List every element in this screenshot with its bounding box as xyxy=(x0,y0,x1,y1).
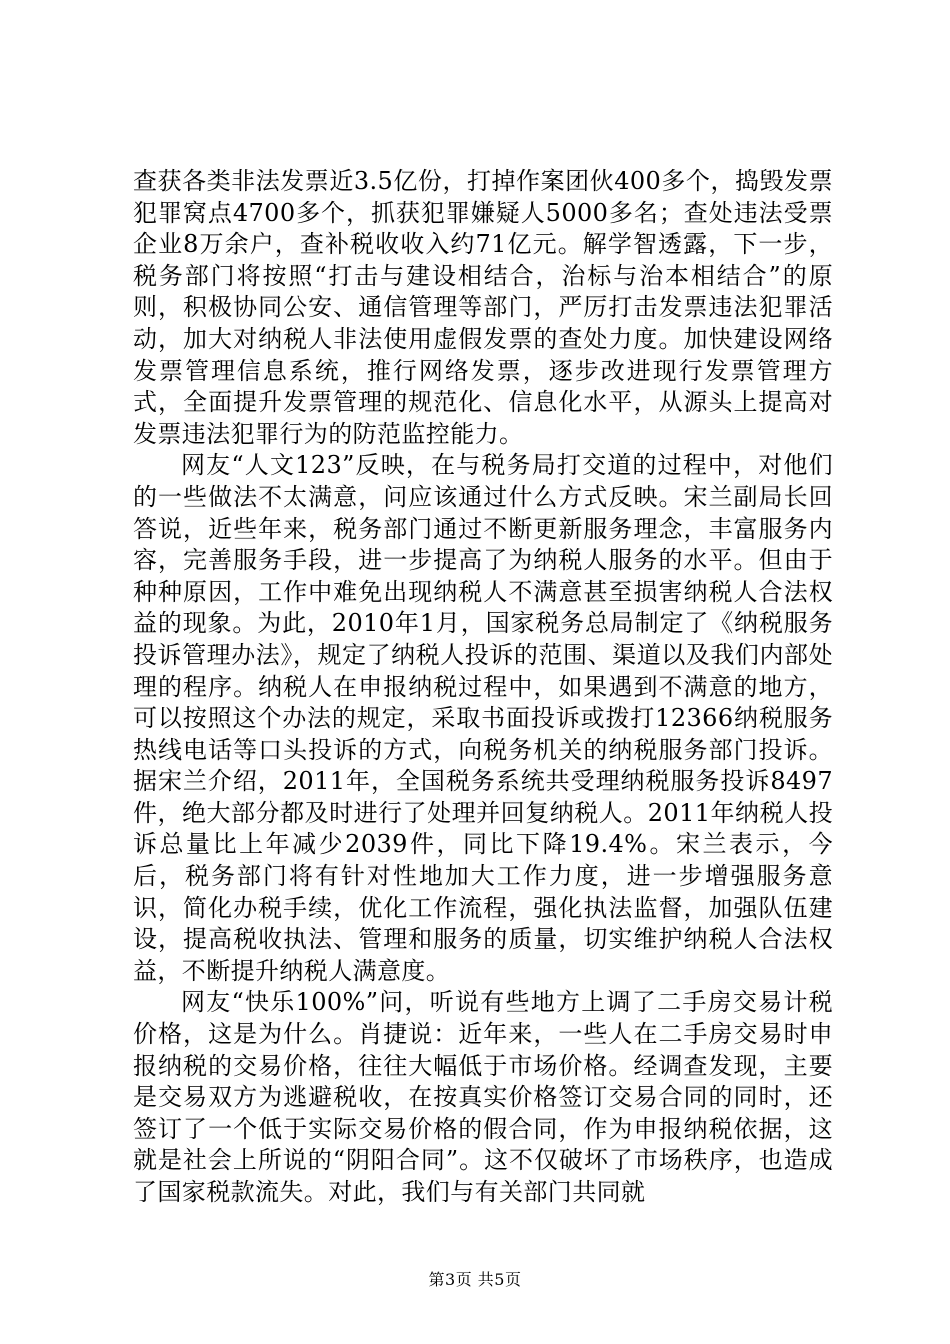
paragraph-2: 网友“人文123”反映，在与税务局打交道的过程中，对他们的一些做法不太满意，问应该通过什么方式反映。宋兰副局长回答说，近些年来，税务部门通过不断更新服务理念，丰富服务内容，完善服务手段，进一步提高了为纳税人服务的水平。但由于种种原因，工作中难免出现纳税人不满意甚至损害纳税人合法权益的现象。为此，2010年1月，国家税务总局制定了《纳税服务投诉管理办法》，规定了纳税人投诉的范围、渠道以及我们内部处理的程序。纳税人在申报纳税过程中，如果遇到不满意的地方，可以按照这个办法的规定，采取书面投诉或拨打12366纳税服务热线电话等口头投诉的方式，向税务机关的纳税服务部门投诉。据宋兰介绍，2011年，全国税务系统共受理纳税服务投诉8497件，绝大部分都及时进行了处理并回复纳税人。2011年纳税人投诉总量比上年减少2039件，同比下降19.4%。宋兰表示，今后，税务部门将有针对性地加大工作力度，进一步增强服务意识，简化办税手续，优化工作流程，强化执法监督，加强队伍建设，提高税收执法、管理和服务的质量，切实维护纳税人合法权益，不断提升纳税人满意度。 xyxy=(133,451,833,985)
document-body xyxy=(133,166,833,1209)
paragraph-3: 网友“快乐100%”问，听说有些地方上调了二手房交易计税价格，这是为什么。肖捷说：近年来，一些人在二手房交易时申报纳税的交易价格，往往大幅低于市场价格。经调查发现，主要是交易双方为逃避税收，在按真实价格签订交易合同的同时，还签订了一个低于实际交易价格的假合同，作为申报纳税依据，这就是社会上所说的“阴阳合同”。这不仅破坏了市场秩序，也造成了国家税款流失。对此，我们与有关部门共同就 xyxy=(133,988,833,1206)
paragraph-1: 查获各类非法发票近3.5亿份，打掉作案团伙400多个，捣毁发票犯罪窝点4700多个，抓获犯罪嫌疑人5000多名；查处违法受票企业8万余户，查补税收收入约71亿元。解学智透露，下一步，税务部门将按照“打击与建设相结合，治标与治本相结合”的原则，积极协同公安、通信管理等部门，严厉打击发票违法犯罪活动，加大对纳税人非法使用虚假发票的查处力度。加快建设网络发票管理信息系统，推行网络发票，逐步改进现行发票管理方式，全面提升发票管理的规范化、信息化水平，从源头上提高对发票违法犯罪行为的防范监控能力。 xyxy=(133,167,833,448)
page-footer: 第3页 共5页 xyxy=(428,1270,522,1289)
